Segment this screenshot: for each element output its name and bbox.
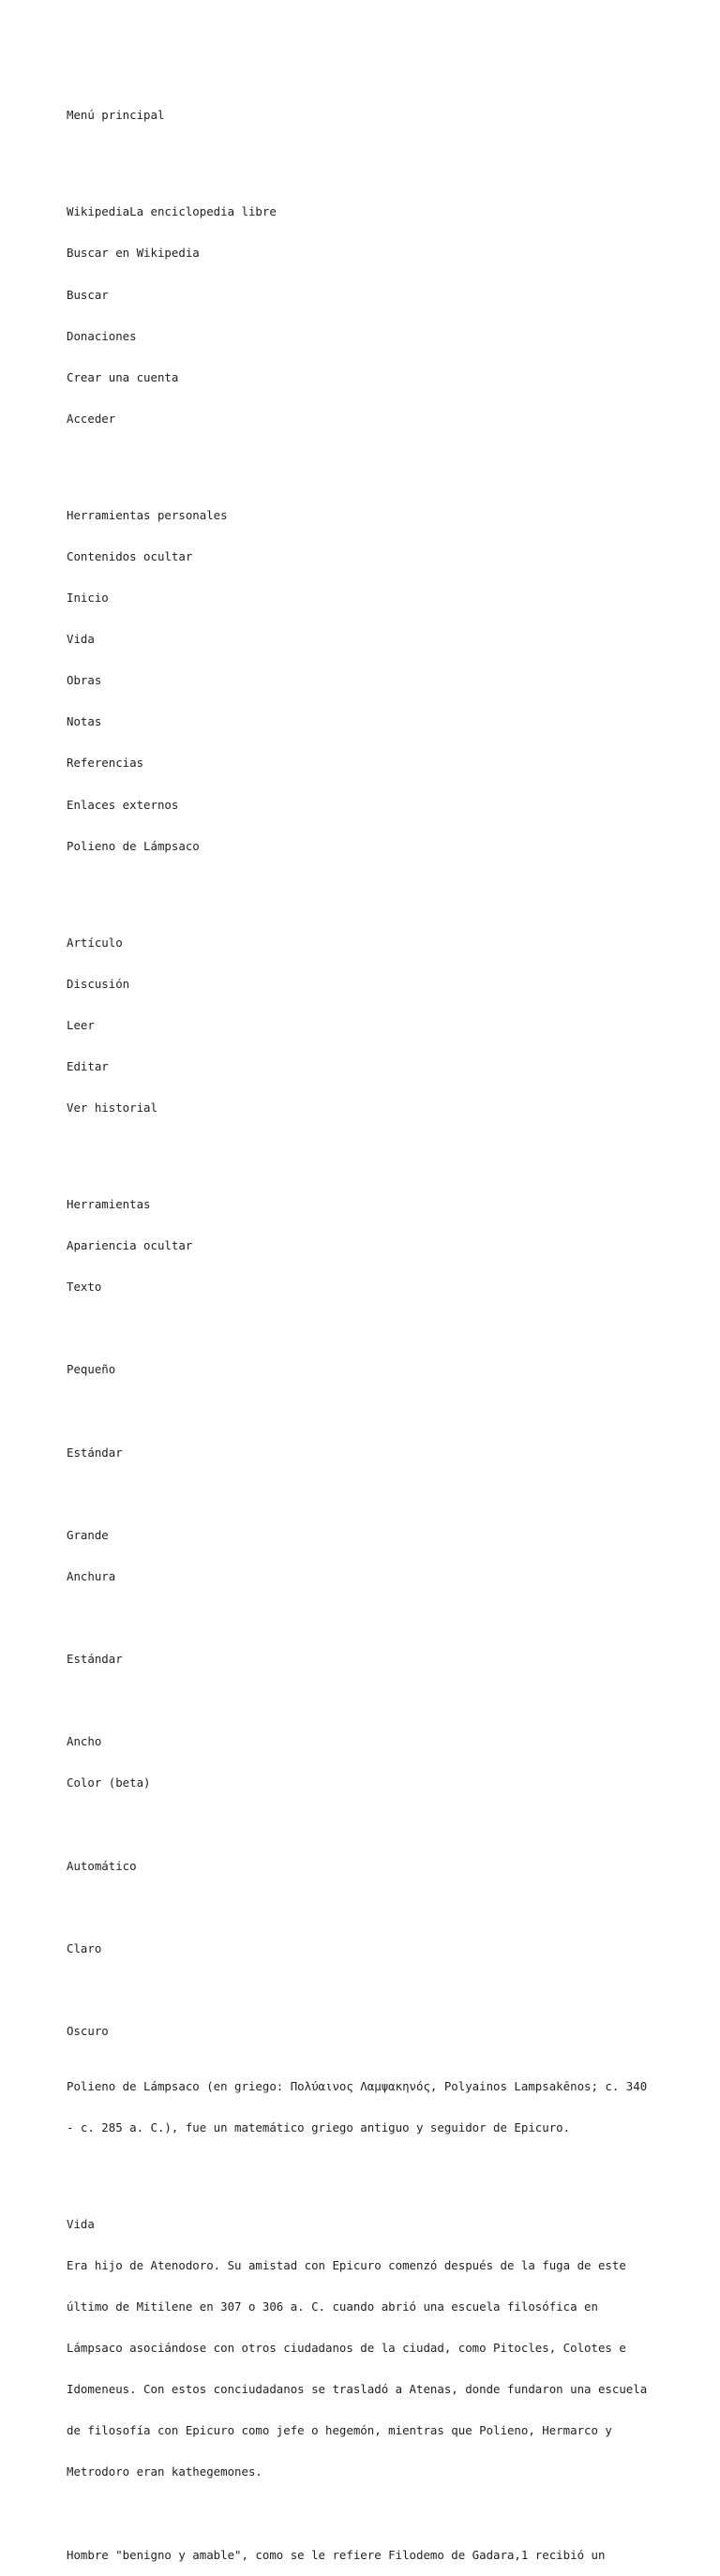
page-title: Polieno de Lámpsaco: [67, 838, 200, 853]
search-button[interactable]: Buscar: [67, 287, 109, 302]
color-auto-radio[interactable]: Automático: [67, 1858, 137, 1873]
spacer: [67, 881, 667, 895]
spacer: [67, 151, 667, 165]
spacer: [67, 1984, 667, 1998]
toc-item-obras[interactable]: Obras: [67, 673, 102, 688]
appearance-toggle-button[interactable]: Apariencia ocultar: [67, 1238, 193, 1252]
width-label: Anchura: [67, 1568, 116, 1583]
article-intro-line: - c. 285 a. C.), fue un matemático griego antiguo y seguidor de Epicuro.: [67, 2119, 571, 2134]
paragraph-line: último de Mitilene en 307 o 306 a. C. cuando abrió una escuela filosófica en: [67, 2299, 598, 2314]
toc-item-enlaces-externos[interactable]: Enlaces externos: [67, 797, 179, 812]
spacer: [67, 1488, 667, 1502]
donations-link[interactable]: Donaciones: [67, 328, 137, 343]
toc-item-vida[interactable]: Vida: [67, 632, 95, 647]
page-text: [67, 82, 667, 2576]
create-account-link[interactable]: Crear una cuenta: [67, 369, 179, 384]
paragraph-line: Lámpsaco asociándose con otros ciudadanos de la ciudad, como Pitocles, Colotes e: [67, 2341, 626, 2356]
main-menu-button[interactable]: Menú principal: [67, 108, 165, 123]
section-heading-vida: Vida: [67, 2216, 95, 2231]
paragraph-line: Hombre "benigno y amable", como se le refiere Filodemo de Gadara,1 recibió un: [67, 2547, 606, 2562]
toc-item-notas[interactable]: Notas: [67, 714, 102, 729]
spacer: [67, 1611, 667, 1625]
personal-tools-button[interactable]: Herramientas personales: [67, 507, 228, 522]
spacer: [67, 2163, 667, 2177]
toc-item-inicio[interactable]: Inicio: [67, 590, 109, 605]
spacer: [67, 1901, 667, 1915]
width-standard-radio[interactable]: Estándar: [67, 1652, 123, 1667]
search-input[interactable]: Buscar en Wikipedia: [67, 246, 200, 261]
tab-edit[interactable]: Editar: [67, 1058, 109, 1073]
paragraph-line: Idomeneus. Con estos conciudadanos se trasladó a Atenas, donde fundaron una escuela: [67, 2382, 648, 2397]
spacer: [67, 1143, 667, 1157]
spacer: [67, 1818, 667, 1832]
color-label: Color (beta): [67, 1775, 151, 1790]
paragraph-line: Metrodoro eran kathegemones.: [67, 2464, 262, 2479]
toc-item-referencias[interactable]: Referencias: [67, 756, 144, 771]
text-size-large-radio[interactable]: Grande: [67, 1527, 109, 1542]
text-size-small-radio[interactable]: Pequeño: [67, 1362, 116, 1377]
tab-read[interactable]: Leer: [67, 1017, 95, 1032]
spacer: [67, 454, 667, 468]
paragraph-line: Era hijo de Atenodoro. Su amistad con Epicuro comenzó después de la fuga de este: [67, 2257, 626, 2272]
tools-button[interactable]: Herramientas: [67, 1196, 151, 1211]
tab-history[interactable]: Ver historial: [67, 1100, 158, 1115]
color-dark-radio[interactable]: Oscuro: [67, 2023, 109, 2038]
wikipedia-logo-link[interactable]: WikipediaLa enciclopedia libre: [67, 204, 277, 219]
spacer: [67, 2508, 667, 2522]
tab-article[interactable]: Artículo: [67, 935, 123, 950]
login-link[interactable]: Acceder: [67, 411, 116, 426]
paragraph-line: de filosofía con Epicuro como jefe o hegemón, mientras que Polieno, Hermarco y: [67, 2423, 612, 2438]
tab-discussion[interactable]: Discusión: [67, 976, 130, 991]
text-size-label: Texto: [67, 1280, 102, 1295]
spacer: [67, 1322, 667, 1336]
width-wide-radio[interactable]: Ancho: [67, 1734, 102, 1749]
spacer: [67, 1404, 667, 1418]
toc-toggle-button[interactable]: Contenidos ocultar: [67, 548, 193, 563]
color-light-radio[interactable]: Claro: [67, 1940, 102, 1955]
article-intro-line: Polieno de Lámpsaco (en griego: Πολύαινος Λαμψακηνός, Polyainos Lampsakēnos; c. 340: [67, 2078, 648, 2093]
text-size-standard-radio[interactable]: Estándar: [67, 1445, 123, 1460]
spacer: [67, 1694, 667, 1708]
